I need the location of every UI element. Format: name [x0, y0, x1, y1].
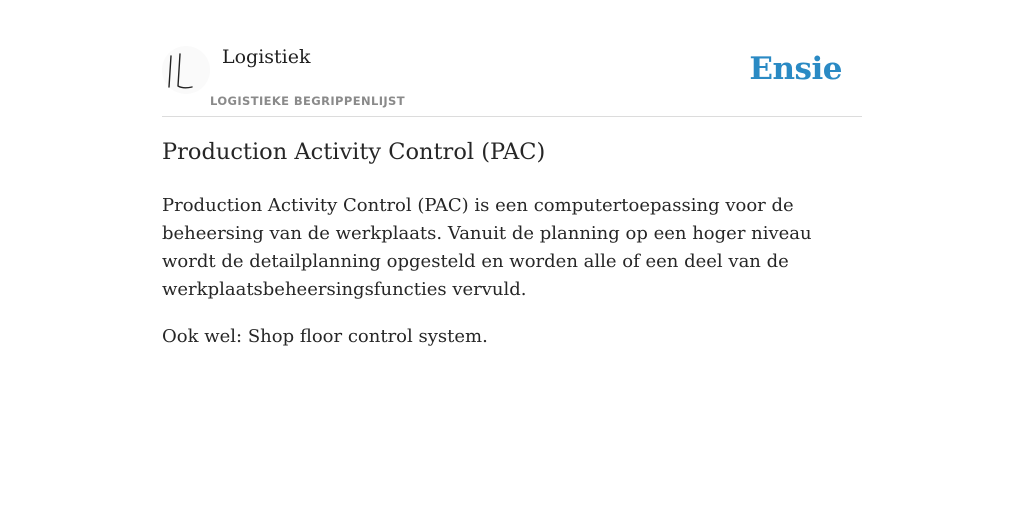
entry-title: Production Activity Control (PAC)	[162, 139, 546, 165]
site-name-link[interactable]: Logistiek	[222, 46, 311, 68]
brand-logo-link[interactable]: Ensie	[749, 51, 842, 87]
entry-also-known-as: Ook wel: Shop floor control system.	[162, 326, 488, 347]
entry-definition: Production Activity Control (PAC) is een computertoepassing voor de beheersing van de werkplaats. Vanuit de planning op een hoger niveau wordt de detailplanning opgesteld en worden alle of een deel van de werkplaatsbeheersingsfuncties vervuld.	[162, 195, 812, 300]
site-logo-icon[interactable]	[162, 46, 210, 94]
site-subtitle: LOGISTIEKE BEGRIPPENLIJST	[210, 94, 405, 108]
site-header	[162, 40, 862, 117]
